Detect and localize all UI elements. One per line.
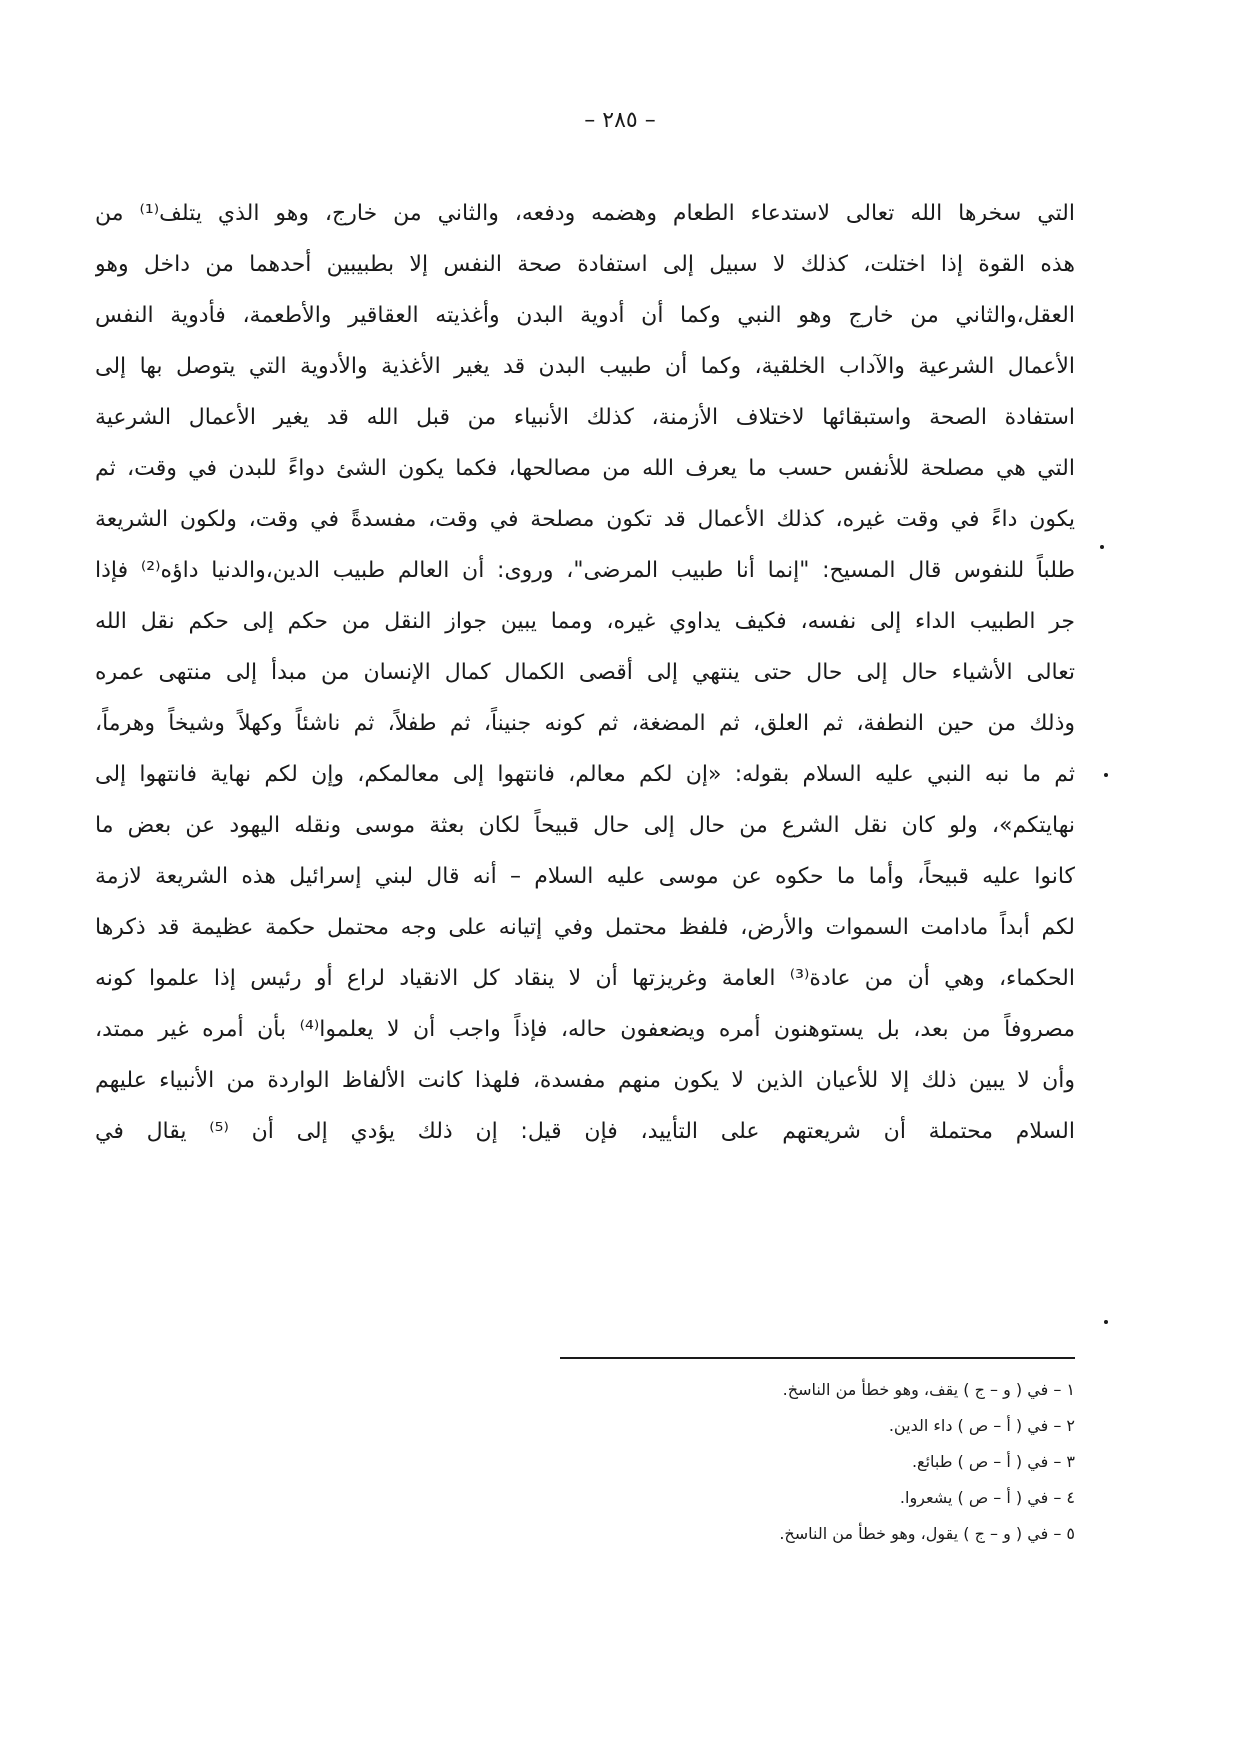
text-line: وأن لا يبين ذلك إلا للأعيان الذين لا يكون منهم مفسدة، فلهذا كانت الألفاظ الواردة من الأنبياء عليهم (95, 1068, 1075, 1093)
text-line: جر الطبيب الداء إلى نفسه، فكيف يداوي غيره، ومما يبين جواز النقل من حكم إلى حكم نقل الله (95, 609, 1075, 634)
text-line: مصروفاً من بعد، بل يستوهنون أمره ويضعفون حاله، فإذاً واجب أن لا يعلموا⁽⁴⁾ بأن أمره غير ممتد، (95, 1017, 1075, 1042)
body-text (95, 188, 1075, 1157)
text-line: التي سخرها الله تعالى لاستدعاء الطعام وهضمه ودفعه، والثاني من خارج، وهو الذي يتلف⁽¹⁾ من (95, 201, 1075, 226)
footnote: ٤ – في ( أ – ص ) يشعروا. (899, 1488, 1075, 1507)
text-line: لكم أبداً مادامت السموات والأرض، فلفظ محتمل وفي إتيانه على وجه محتمل حكمة عظيمة قد ذكرها (95, 915, 1075, 940)
text-line: نهايتكم»، ولو كان نقل الشرع من حال إلى حال قبيحاً لكان بعثة موسى ونقله اليهود عن بعض ما (95, 813, 1075, 838)
margin-dot (1104, 1320, 1108, 1324)
text-line: وذلك من حين النطفة، ثم العلق، ثم المضغة، ثم كونه جنيناً، ثم طفلاً، ثم ناشئاً وكهلاً وشيخاً وهرماً، (95, 711, 1075, 736)
footnote: ٢ – في ( أ – ص ) داء الدين. (888, 1416, 1075, 1435)
margin-dot (1104, 773, 1108, 777)
footnotes (375, 1372, 1075, 1552)
text-line: طلباً للنفوس قال المسيح: "إنما أنا طبيب المرضى"، وروى: أن العالم طبيب الدين،والدنيا داؤه⁽²⁾ فإذا (95, 558, 1075, 583)
text-line: السلام محتملة أن شريعتهم على التأييد، فإن قيل: إن ذلك يؤدي إلى أن ⁽⁵⁾ يقال في (95, 1119, 1075, 1144)
footnote: ٣ – في ( أ – ص ) طبائع. (911, 1452, 1075, 1471)
text-line: هذه القوة إذا اختلت، كذلك لا سبيل إلى استفادة صحة النفس إلا بطبيبين أحدهما من داخل وهو (95, 252, 1075, 277)
page-number: – ٢٨٥ – (584, 108, 656, 133)
text-line: كانوا عليه قبيحاً، وأما ما حكوه عن موسى عليه السلام – أنه قال لبني إسرائيل هذه الشريعة لازمة (95, 864, 1075, 889)
text-line: ثم ما نبه النبي عليه السلام بقوله: «إن لكم معالم، فانتهوا إلى معالمكم، وإن لكم نهاية فانتهوا إلى (95, 762, 1075, 787)
footnote: ١ – في ( و – ج ) يقف، وهو خطأ من الناسخ. (782, 1380, 1075, 1399)
text-line: يكون داءً في وقت غيره، كذلك الأعمال قد تكون مصلحة في وقت، مفسدةً في وقت، ولكون الشريعة (95, 507, 1075, 532)
text-line: الأعمال الشرعية والآداب الخلقية، وكما أن طبيب البدن قد يغير الأغذية والأدوية التي يتوصل بها إلى (95, 354, 1075, 379)
footnote-divider (560, 1357, 1075, 1359)
text-line: الحكماء، وهي أن من عادة⁽³⁾ العامة وغريزتها أن لا ينقاد كل الانقياد لراع أو رئيس إذا علموا كونه (95, 966, 1075, 991)
text-line: العقل،والثاني من خارج وهو النبي وكما أن أدوية البدن وأغذيته العقاقير والأطعمة، فأدوية النفس (95, 303, 1075, 328)
footnote: ٥ – في ( و – ج ) يقول، وهو خطأ من الناسخ. (779, 1524, 1075, 1543)
text-line: التي هي مصلحة للأنفس حسب ما يعرف الله من مصالحها، فكما يكون الشئ دواءً للبدن في وقت، ثم (95, 456, 1075, 481)
margin-dot (1100, 545, 1104, 549)
text-line: استفادة الصحة واستبقائها لاختلاف الأزمنة، كذلك الأنبياء من قبل الله قد يغير الأعمال الشرعية (95, 405, 1075, 430)
text-line: تعالى الأشياء حال إلى حال حتى ينتهي إلى أقصى الكمال كمال الإنسان من مبدأ إلى منتهى عمره (95, 660, 1075, 685)
